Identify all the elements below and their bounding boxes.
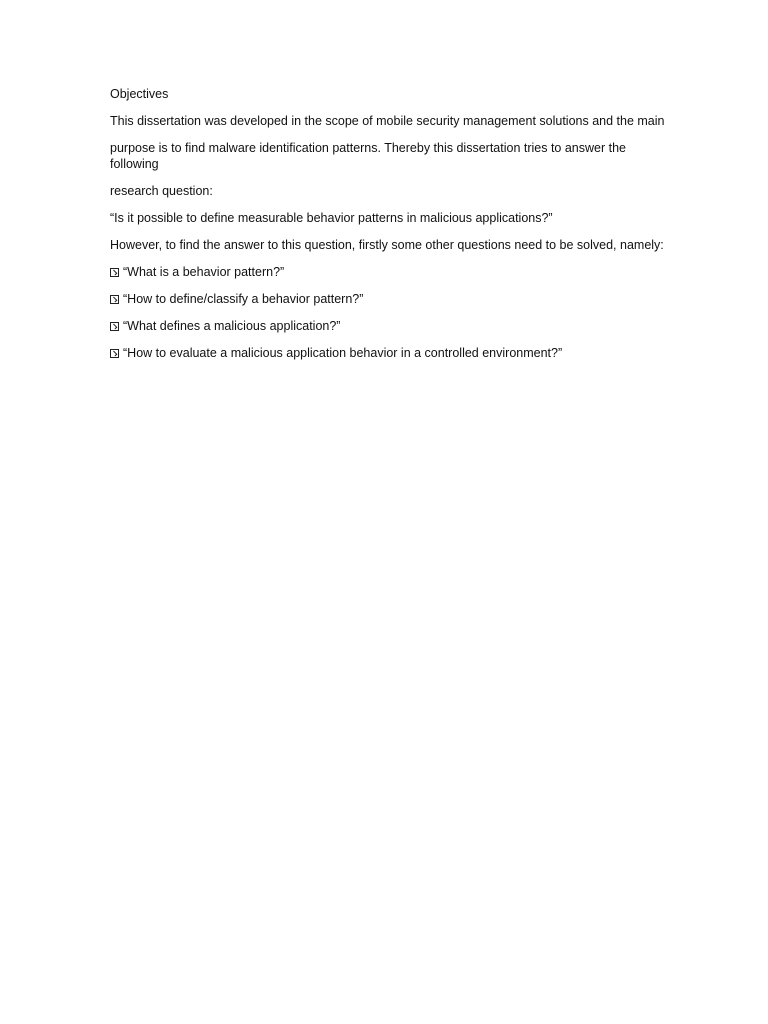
paragraph: This dissertation was developed in the scope of mobile security management solutions and the main xyxy=(110,114,665,128)
document-page xyxy=(110,86,670,372)
paragraph: However, to find the answer to this question, firstly some other questions need to be solved, namely: xyxy=(110,238,664,252)
list-item xyxy=(110,291,670,307)
list-item xyxy=(110,345,670,361)
list-item-text: “What defines a malicious application?” xyxy=(123,319,341,333)
bullet-icon xyxy=(110,295,119,304)
list-item-text: “What is a behavior pattern?” xyxy=(123,265,285,279)
list-item xyxy=(110,318,670,334)
bullet-icon xyxy=(110,349,119,358)
bullet-icon xyxy=(110,322,119,331)
research-question: “Is it possible to define measurable behavior patterns in malicious applications?” xyxy=(110,211,553,225)
paragraph: research question: xyxy=(110,184,213,198)
list-item-text: “How to evaluate a malicious application behavior in a controlled environment?” xyxy=(123,346,563,360)
list-item xyxy=(110,264,670,280)
paragraph: purpose is to find malware identification patterns. Thereby this dissertation tries to answer the following xyxy=(110,141,627,171)
bullet-icon xyxy=(110,268,119,277)
section-heading: Objectives xyxy=(110,87,169,101)
list-item-text: “How to define/classify a behavior pattern?” xyxy=(123,292,364,306)
